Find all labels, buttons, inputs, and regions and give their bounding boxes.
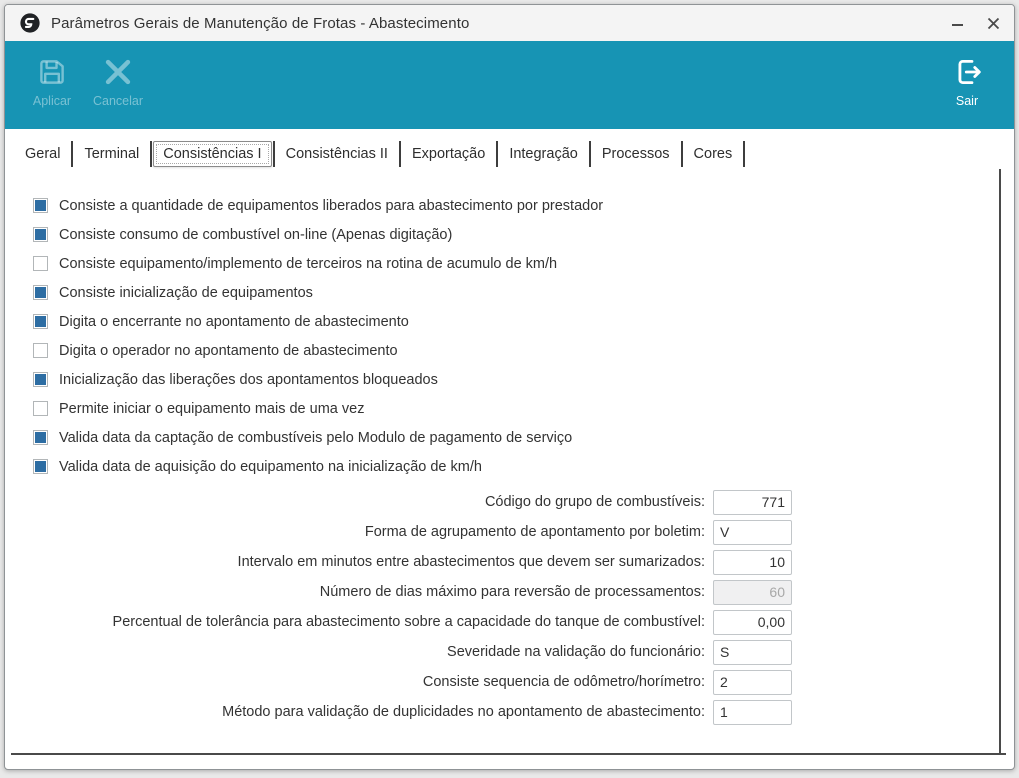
minimize-icon[interactable] [948,14,966,32]
checkbox-label: Permite iniciar o equipamento mais de uma vez [59,400,365,417]
toolbar [5,41,1014,129]
tab-consistencias-1[interactable] [153,141,271,167]
app-window [4,4,1015,770]
checkbox-label: Consiste inicialização de equipamentos [59,284,313,301]
tab-separator [399,141,401,167]
form-row [5,487,792,517]
severidade-validacao-funcionario-input[interactable] [713,640,792,665]
checkbox-row [33,423,974,452]
tab-label: Processos [601,146,670,162]
cancel-button-label: Cancelar [92,94,144,108]
tab-separator [273,141,275,167]
field-label: Método para validação de duplicidades no apontamento de abastecimento: [222,704,705,720]
checkbox-label: Consiste equipamento/implemento de terceiros na rotina de acumulo de km/h [59,255,558,272]
tab-consistencias-2[interactable] [276,141,398,167]
checkbox-permite-iniciar-mais-de-uma-vez[interactable] [33,401,48,416]
form-row [5,637,792,667]
checkbox-consiste-inicializacao-equipamentos[interactable] [33,285,48,300]
field-label: Intervalo em minutos entre abastecimentos que devem ser sumarizados: [237,554,705,570]
form-area [5,487,792,727]
exit-arrow-icon [950,55,984,89]
percentual-tolerancia-tanque-input[interactable] [713,610,792,635]
tab-separator [71,141,73,167]
tab-separator [743,141,745,167]
consiste-sequencia-odometro-input[interactable] [713,670,792,695]
form-row [5,697,792,727]
tab-label: Exportação [411,146,486,162]
checkbox-row [33,394,974,423]
tab-label: Consistências I [163,146,262,162]
tab-geral[interactable] [15,141,70,167]
forma-agrupamento-boletim-input[interactable] [713,520,792,545]
checkbox-row [33,249,974,278]
checkbox-label: Valida data de aquisição do equipamento na inicialização de km/h [59,458,482,475]
checkbox-label: Digita o operador no apontamento de abastecimento [59,342,398,359]
checkbox-row [33,336,974,365]
titlebar [5,5,1014,41]
tab-cores[interactable] [684,141,743,167]
checkbox-label: Consiste a quantidade de equipamentos liberados para abastecimento por prestador [59,197,604,214]
cancel-button[interactable] [85,49,151,127]
checkbox-label: Inicialização das liberações dos apontamentos bloqueados [59,371,438,388]
checkbox-label: Valida data da captação de combustíveis pelo Modulo de pagamento de serviço [59,429,573,446]
field-label: Código do grupo de combustíveis: [484,494,705,510]
codigo-grupo-combustiveis-input[interactable] [713,490,792,515]
field-label: Severidade na validação do funcionário: [447,644,705,660]
save-floppy-icon [35,55,69,89]
close-icon[interactable] [984,14,1002,32]
window-title: Parâmetros Gerais de Manutenção de Frotas - Abastecimento [51,14,470,32]
tab-label: Cores [693,146,733,162]
metodo-validacao-duplicidades-input[interactable] [713,700,792,725]
field-label: Consiste sequencia de odômetro/horímetro: [422,674,705,690]
panel-right-edge [999,169,1001,755]
tab-exportacao[interactable] [402,141,495,167]
apply-button-label: Aplicar [32,94,72,108]
checkbox-consiste-consumo-online[interactable] [33,227,48,242]
tab-label: Integração [509,146,578,162]
tab-separator [681,141,683,167]
tab-processos[interactable] [592,141,680,167]
checkbox-list [33,191,974,481]
tab-terminal[interactable] [74,141,149,167]
checkbox-valida-data-aquisicao[interactable] [33,459,48,474]
checkbox-row [33,452,974,481]
field-label: Número de dias máximo para reversão de processamentos: [319,584,705,600]
form-row [5,607,792,637]
tab-label: Terminal [84,146,140,162]
checkbox-row [33,191,974,220]
tabstrip [15,138,1004,170]
tab-label: Consistências II [285,146,388,162]
checkbox-row [33,220,974,249]
checkbox-label: Digita o encerrante no apontamento de abastecimento [59,313,409,330]
intervalo-minutos-sumarizados-input[interactable] [713,550,792,575]
app-logo-icon [19,12,41,34]
tab-separator [496,141,498,167]
tab-integracao[interactable] [499,141,588,167]
checkbox-inicializacao-liberacoes[interactable] [33,372,48,387]
field-label: Forma de agrupamento de apontamento por boletim: [364,524,705,540]
field-label: Percentual de tolerância para abastecimento sobre a capacidade do tanque de combustível: [112,614,705,630]
apply-button[interactable] [19,49,85,127]
tab-label: Geral [25,146,61,162]
dias-maximo-reversao-input[interactable] [713,580,792,605]
checkbox-row [33,307,974,336]
panel-bottom-edge [11,753,1006,755]
form-row [5,667,792,697]
x-icon [101,55,135,89]
checkbox-row [33,278,974,307]
tab-separator [589,141,591,167]
checkbox-consiste-equipamento-terceiros[interactable] [33,256,48,271]
form-row [5,547,792,577]
checkbox-digita-operador[interactable] [33,343,48,358]
checkbox-label: Consiste consumo de combustível on-line (Apenas digitação) [59,226,453,243]
checkbox-digita-encerrante[interactable] [33,314,48,329]
checkbox-valida-data-captacao[interactable] [33,430,48,445]
checkbox-consiste-quantidade-equipamentos[interactable] [33,198,48,213]
exit-button[interactable] [934,49,1000,127]
checkbox-row [33,365,974,394]
tab-separator [150,141,152,167]
form-row [5,517,792,547]
exit-button-label: Sair [955,94,979,108]
form-row [5,577,792,607]
